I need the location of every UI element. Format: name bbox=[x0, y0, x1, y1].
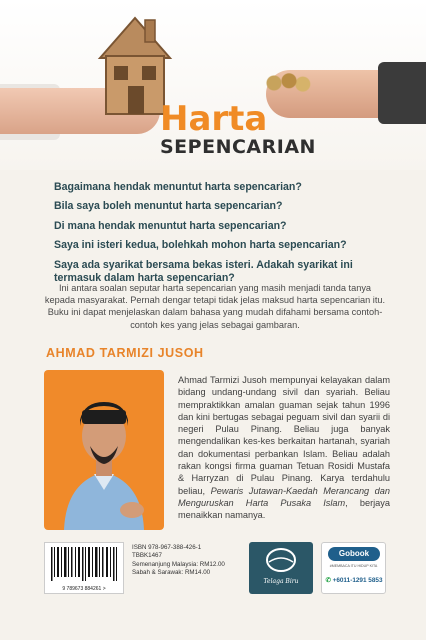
whatsapp-number: +6011-1291 5853 bbox=[332, 577, 383, 584]
author-photo bbox=[44, 370, 164, 530]
book-code: TBBK1467 bbox=[132, 552, 162, 560]
question-list bbox=[54, 181, 384, 291]
publisher-logo bbox=[249, 542, 313, 594]
price-east: Sabah & Sarawak: RM14.00 bbox=[132, 569, 211, 577]
question-item: Bagaimana hendak menuntut harta sepencarian? bbox=[54, 181, 302, 193]
author-bio-end: , berjaya menaikkan namanya. bbox=[178, 497, 390, 521]
question-item: Di mana hendak menuntut harta sepencarian? bbox=[54, 219, 287, 232]
barcode-icon bbox=[45, 543, 123, 585]
gobook-tagline: #MEMBACA ITU HIDUP KITA bbox=[329, 564, 378, 568]
author-bio-text: Ahmad Tarmizi Jusoh mempunyai kelayakan dalam bidang undang-undang sivil dan syariah. Beliau mempraktikkan amalan guaman sejak tahun 1996 dan kini bertugas sebagai peguam sivil dan syarii di negeri Pulau Pinang. Beliau juga banyak mengendalikan kes-kes berkaitan hartanah, syariah dan dokumentasi perbankan Islam. Beliau adalah rakan kongsi firma guaman Tetuan Rosidi Mustafa & Harryzan di Pulau Pinang. Karya terdahulu beliau, bbox=[178, 375, 390, 496]
question-item: Saya ini isteri kedua, bolehkah mohon harta sepencarian? bbox=[54, 239, 347, 252]
book-subtitle: SEPENCARIAN bbox=[160, 136, 316, 158]
barcode bbox=[44, 542, 124, 594]
author-bio bbox=[178, 374, 390, 522]
right-sleeve bbox=[378, 62, 426, 124]
coins-icon bbox=[256, 72, 316, 94]
intro-paragraph: Ini antara soalan seputar harta sepencarian yang masih menjadi tanda tanya kepada masyarakat. Pernah dengar tetapi tidak jelas maksud harta sepencarian itu. Buku ini dapat menjelaskan dalam bahasa yang mudah difahami bersama contoh-contoh kes yang jelas sebagai gambaran. bbox=[44, 283, 386, 330]
book-title: Harta bbox=[160, 99, 268, 139]
question-item: Bila saya boleh menuntut harta sepencarian? bbox=[54, 200, 283, 213]
isbn: ISBN 978-967-388-426-1 bbox=[132, 544, 202, 551]
author-name: AHMAD TARMIZI JUSOH bbox=[46, 346, 204, 360]
gobook-name: Gobook bbox=[328, 547, 380, 561]
barcode-number: 9 789673 884261 > bbox=[62, 586, 106, 592]
whatsapp-icon: ✆ bbox=[325, 577, 331, 584]
price-peninsular: Semenanjung Malaysia: RM12.00 bbox=[132, 560, 225, 568]
book-info bbox=[132, 544, 252, 578]
publisher-name: Telaga Biru bbox=[263, 578, 299, 585]
author-portrait-icon bbox=[44, 370, 164, 530]
question-item: Saya ada syarikat bersama bekas isteri. Adakah syarikat ini termasuk dalam harta sepencarian? bbox=[54, 258, 353, 284]
previous-book-title: Pewaris Jutawan-Kaedah Merancang dan Menguruskan Harta Pusaka Islam bbox=[178, 485, 390, 508]
gobook-logo bbox=[321, 542, 386, 594]
back-cover-footer bbox=[44, 542, 386, 594]
publisher-emblem-icon bbox=[249, 542, 313, 578]
gobook-contact bbox=[324, 576, 384, 584]
